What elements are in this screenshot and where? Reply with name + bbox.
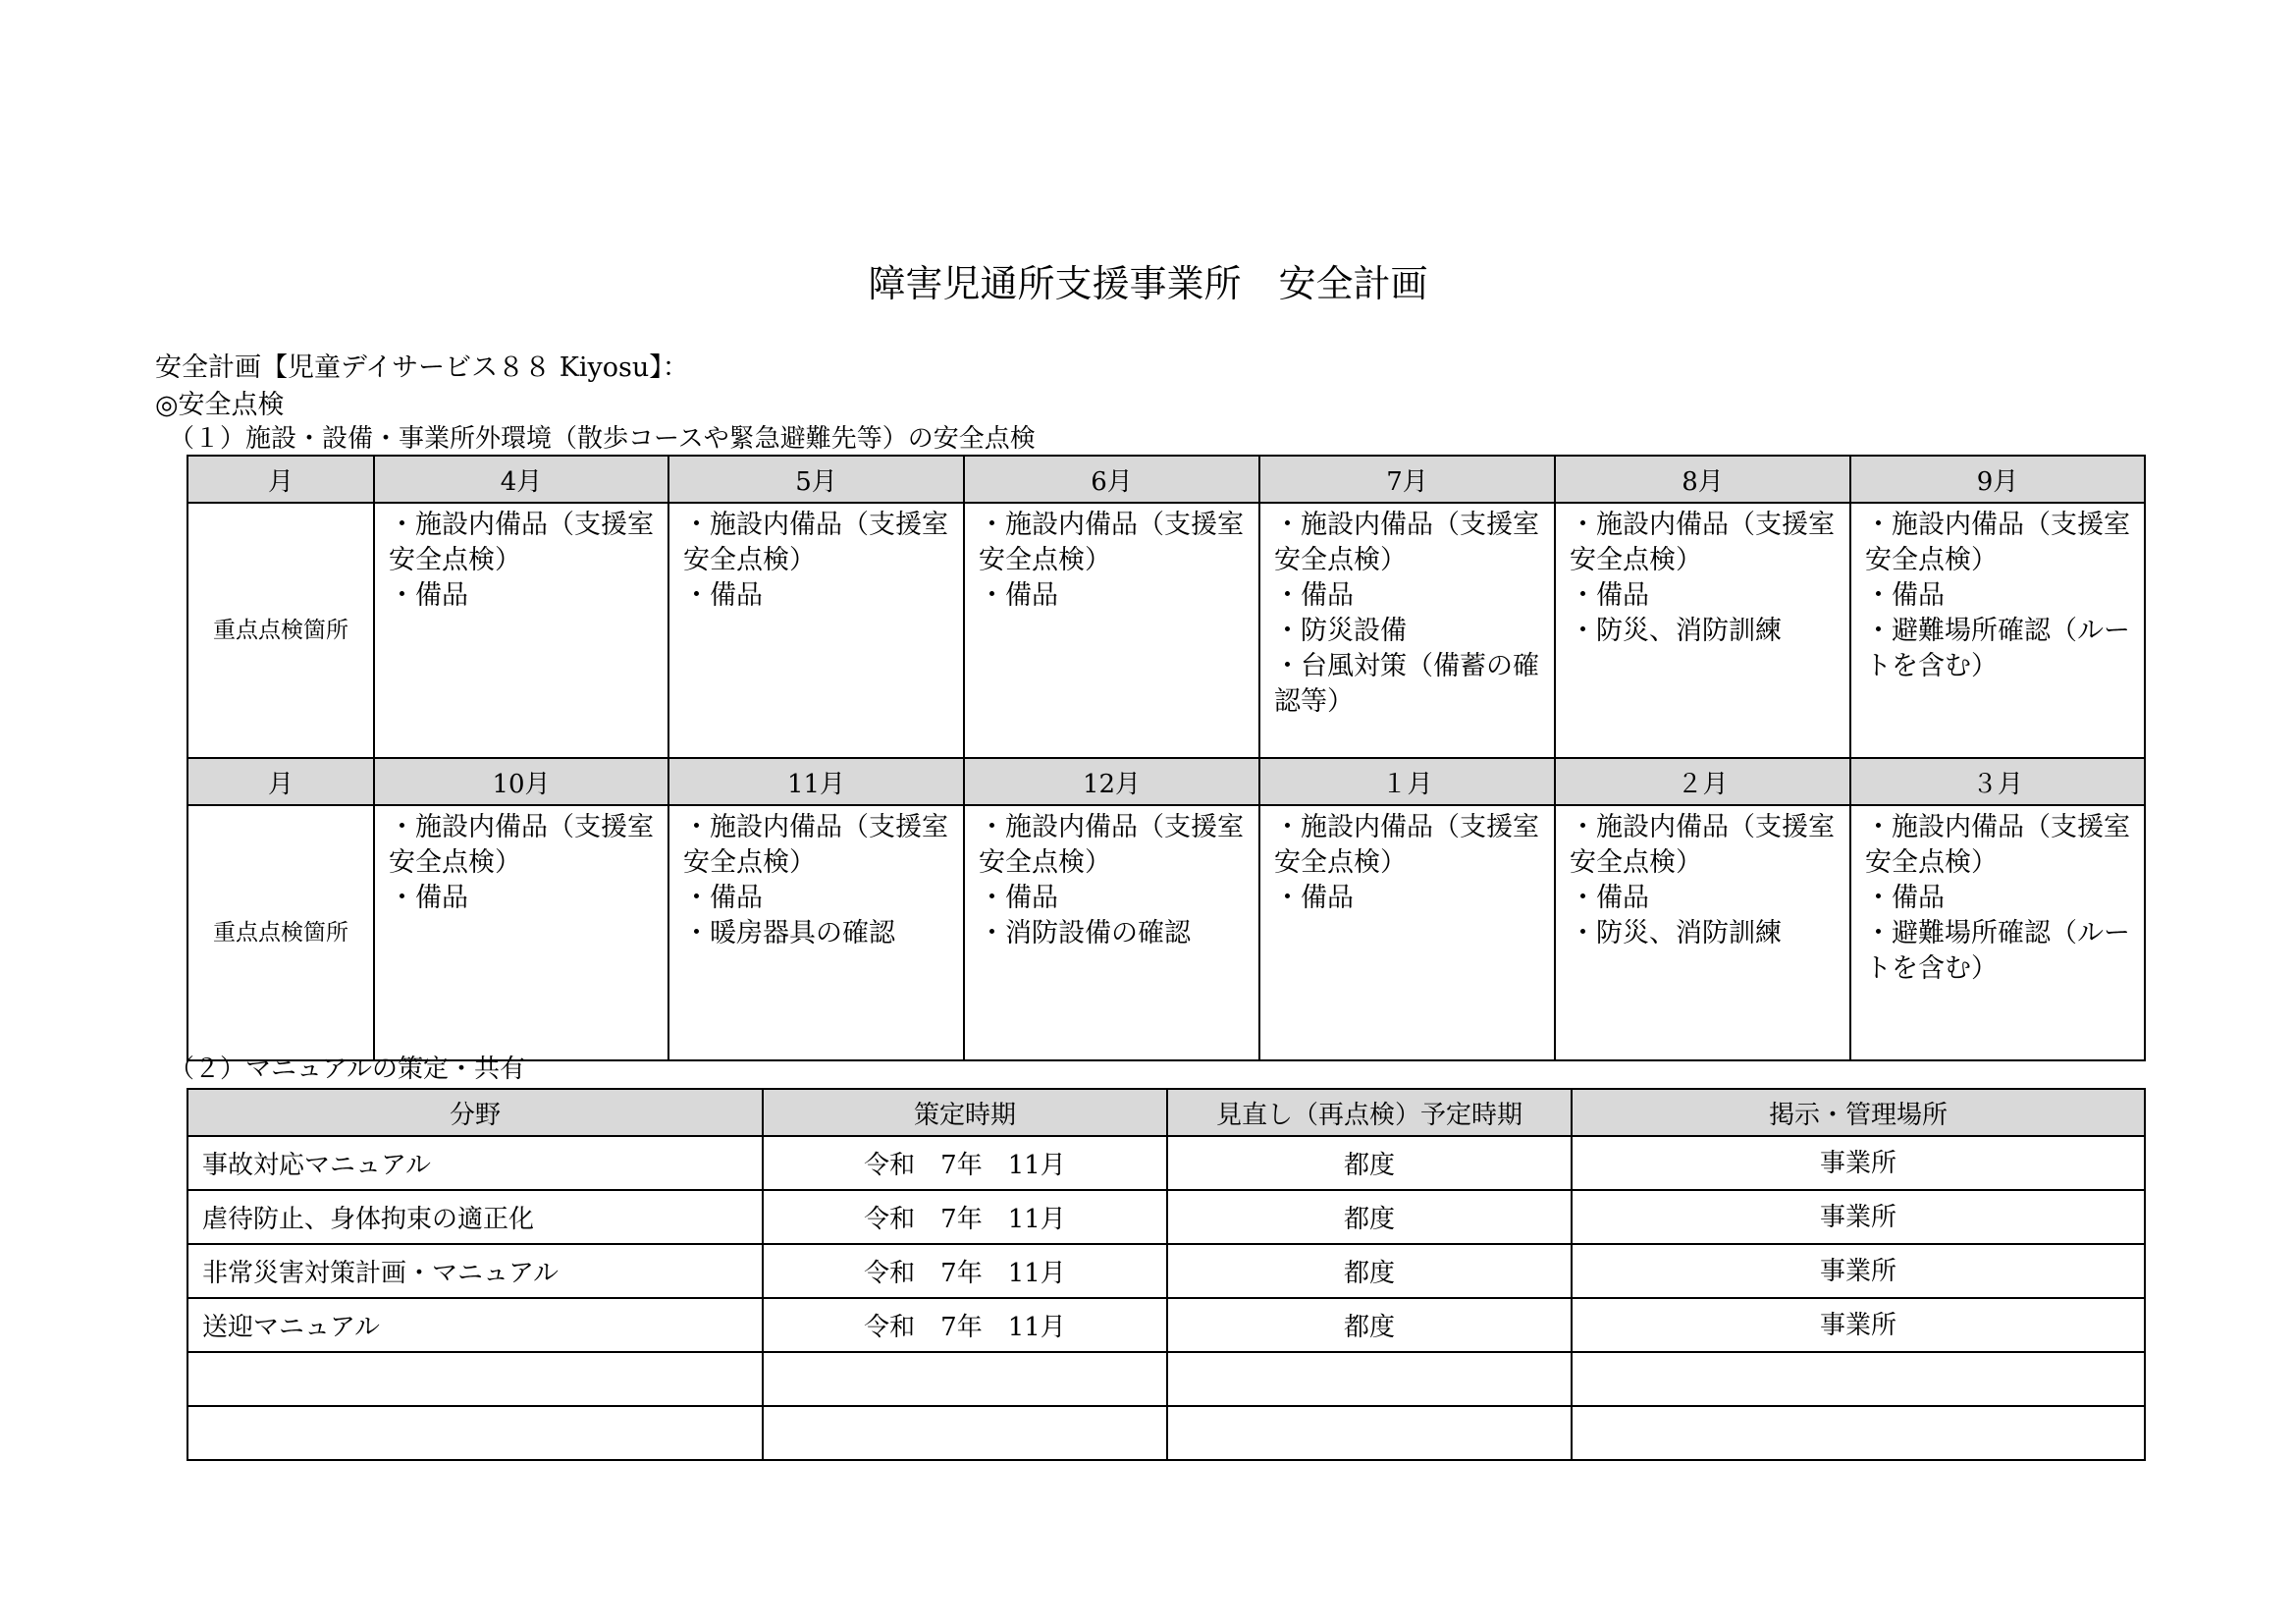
inspection-items: ・施設内備品（支援室安全点検） ・備品 ・避難場所確認（ルートを含む） — [1865, 812, 2130, 984]
inspection-cell — [668, 503, 964, 758]
table-row — [187, 1298, 2145, 1352]
inspection-cell — [374, 805, 668, 1060]
review-timing-cell: 都度 — [1167, 1136, 1572, 1190]
created-date-cell: 令和 7年 11月 — [763, 1136, 1167, 1190]
created-date-cell: 令和 7年 11月 — [763, 1298, 1167, 1352]
review-timing-cell — [1167, 1352, 1572, 1406]
month-header: 10月 — [374, 758, 668, 805]
inspection-cell — [1850, 503, 2145, 758]
location-cell: 事業所 — [1572, 1244, 2145, 1298]
inspection-cell — [964, 805, 1259, 1060]
table-row — [187, 1190, 2145, 1244]
manual-table — [187, 1088, 2146, 1461]
column-header: 掲示・管理場所 — [1572, 1089, 2145, 1136]
review-timing-cell — [1167, 1406, 1572, 1460]
month-header-row — [187, 456, 2145, 503]
inspection-items: ・施設内備品（支援室安全点検） ・備品 ・消防設備の確認 — [979, 812, 1244, 948]
month-header-row — [187, 758, 2145, 805]
inspection-items: ・施設内備品（支援室安全点検） ・備品 — [979, 510, 1244, 611]
field-cell: 虐待防止、身体拘束の適正化 — [187, 1190, 763, 1244]
month-header: ２月 — [1555, 758, 1850, 805]
review-timing-cell: 都度 — [1167, 1244, 1572, 1298]
created-date-cell: 令和 7年 11月 — [763, 1244, 1167, 1298]
inspection-items: ・施設内備品（支援室安全点検） ・備品 ・防災、消防訓練 — [1570, 812, 1835, 948]
column-header: 策定時期 — [763, 1089, 1167, 1136]
created-date-cell: 令和 7年 11月 — [763, 1190, 1167, 1244]
month-header: 9月 — [1850, 456, 2145, 503]
plan-heading: 安全計画【児童デイサービス８８ Kiyosu】： — [155, 352, 689, 383]
table-row — [187, 1136, 2145, 1190]
field-cell: 送迎マニュアル — [187, 1298, 763, 1352]
table-row-empty — [187, 1406, 2145, 1460]
month-header: 4月 — [374, 456, 668, 503]
inspection-cell — [1259, 503, 1555, 758]
month-label: 月 — [187, 758, 374, 805]
inspection-cell — [1259, 805, 1555, 1060]
inspection-items: ・施設内備品（支援室安全点検） ・備品 — [683, 510, 948, 611]
field-cell: 非常災害対策計画・マニュアル — [187, 1244, 763, 1298]
month-header: 8月 — [1555, 456, 1850, 503]
inspection-items: ・施設内備品（支援室安全点検） ・備品 — [389, 812, 654, 913]
page-title: 障害児通所支援事業所 安全計画 — [868, 262, 1428, 305]
row-label: 重点点検箇所 — [187, 805, 374, 1060]
row-label: 重点点検箇所 — [187, 503, 374, 758]
review-timing-cell: 都度 — [1167, 1190, 1572, 1244]
manual-header-row — [187, 1089, 2145, 1136]
location-cell — [1572, 1352, 2145, 1406]
location-cell: 事業所 — [1572, 1136, 2145, 1190]
inspection-items-row — [187, 805, 2145, 1060]
inspection-items: ・施設内備品（支援室安全点検） ・備品 — [389, 510, 654, 611]
inspection-items: ・施設内備品（支援室安全点検） ・備品 ・避難場所確認（ルートを含む） — [1865, 510, 2130, 681]
field-cell — [187, 1352, 763, 1406]
section-heading: ◎安全点検 — [155, 390, 285, 420]
location-cell: 事業所 — [1572, 1298, 2145, 1352]
column-header: 分野 — [187, 1089, 763, 1136]
inspection-items: ・施設内備品（支援室安全点検） ・備品 ・防災、消防訓練 — [1570, 510, 1835, 646]
inspection-cell — [1555, 805, 1850, 1060]
inspection-cell — [1555, 503, 1850, 758]
inspection-cell — [964, 503, 1259, 758]
inspection-schedule-table — [187, 455, 2146, 1061]
created-date-cell — [763, 1352, 1167, 1406]
inspection-items: ・施設内備品（支援室安全点検） ・備品 ・防災設備 ・台風対策（備蓄の確認等） — [1274, 510, 1539, 717]
subsection-1-heading: （１）施設・設備・事業所外環境（散歩コースや緊急避難先等）の安全点検 — [169, 424, 1036, 454]
inspection-items: ・施設内備品（支援室安全点検） ・備品 ・暖房器具の確認 — [683, 812, 948, 948]
month-header: 5月 — [668, 456, 964, 503]
location-cell — [1572, 1406, 2145, 1460]
subsection-2-heading: （２）マニュアルの策定・共有 — [169, 1055, 525, 1084]
month-header: 12月 — [964, 758, 1259, 805]
location-cell: 事業所 — [1572, 1190, 2145, 1244]
table-row — [187, 1244, 2145, 1298]
month-header: ３月 — [1850, 758, 2145, 805]
inspection-cell — [668, 805, 964, 1060]
table-row-empty — [187, 1352, 2145, 1406]
inspection-cell — [1850, 805, 2145, 1060]
field-cell: 事故対応マニュアル — [187, 1136, 763, 1190]
column-header: 見直し（再点検）予定時期 — [1167, 1089, 1572, 1136]
inspection-cell — [374, 503, 668, 758]
created-date-cell — [763, 1406, 1167, 1460]
month-header: 7月 — [1259, 456, 1555, 503]
month-label: 月 — [187, 456, 374, 503]
field-cell — [187, 1406, 763, 1460]
review-timing-cell: 都度 — [1167, 1298, 1572, 1352]
month-header: 6月 — [964, 456, 1259, 503]
inspection-items-row — [187, 503, 2145, 758]
month-header: 11月 — [668, 758, 964, 805]
month-header: １月 — [1259, 758, 1555, 805]
inspection-items: ・施設内備品（支援室安全点検） ・備品 — [1274, 812, 1539, 913]
